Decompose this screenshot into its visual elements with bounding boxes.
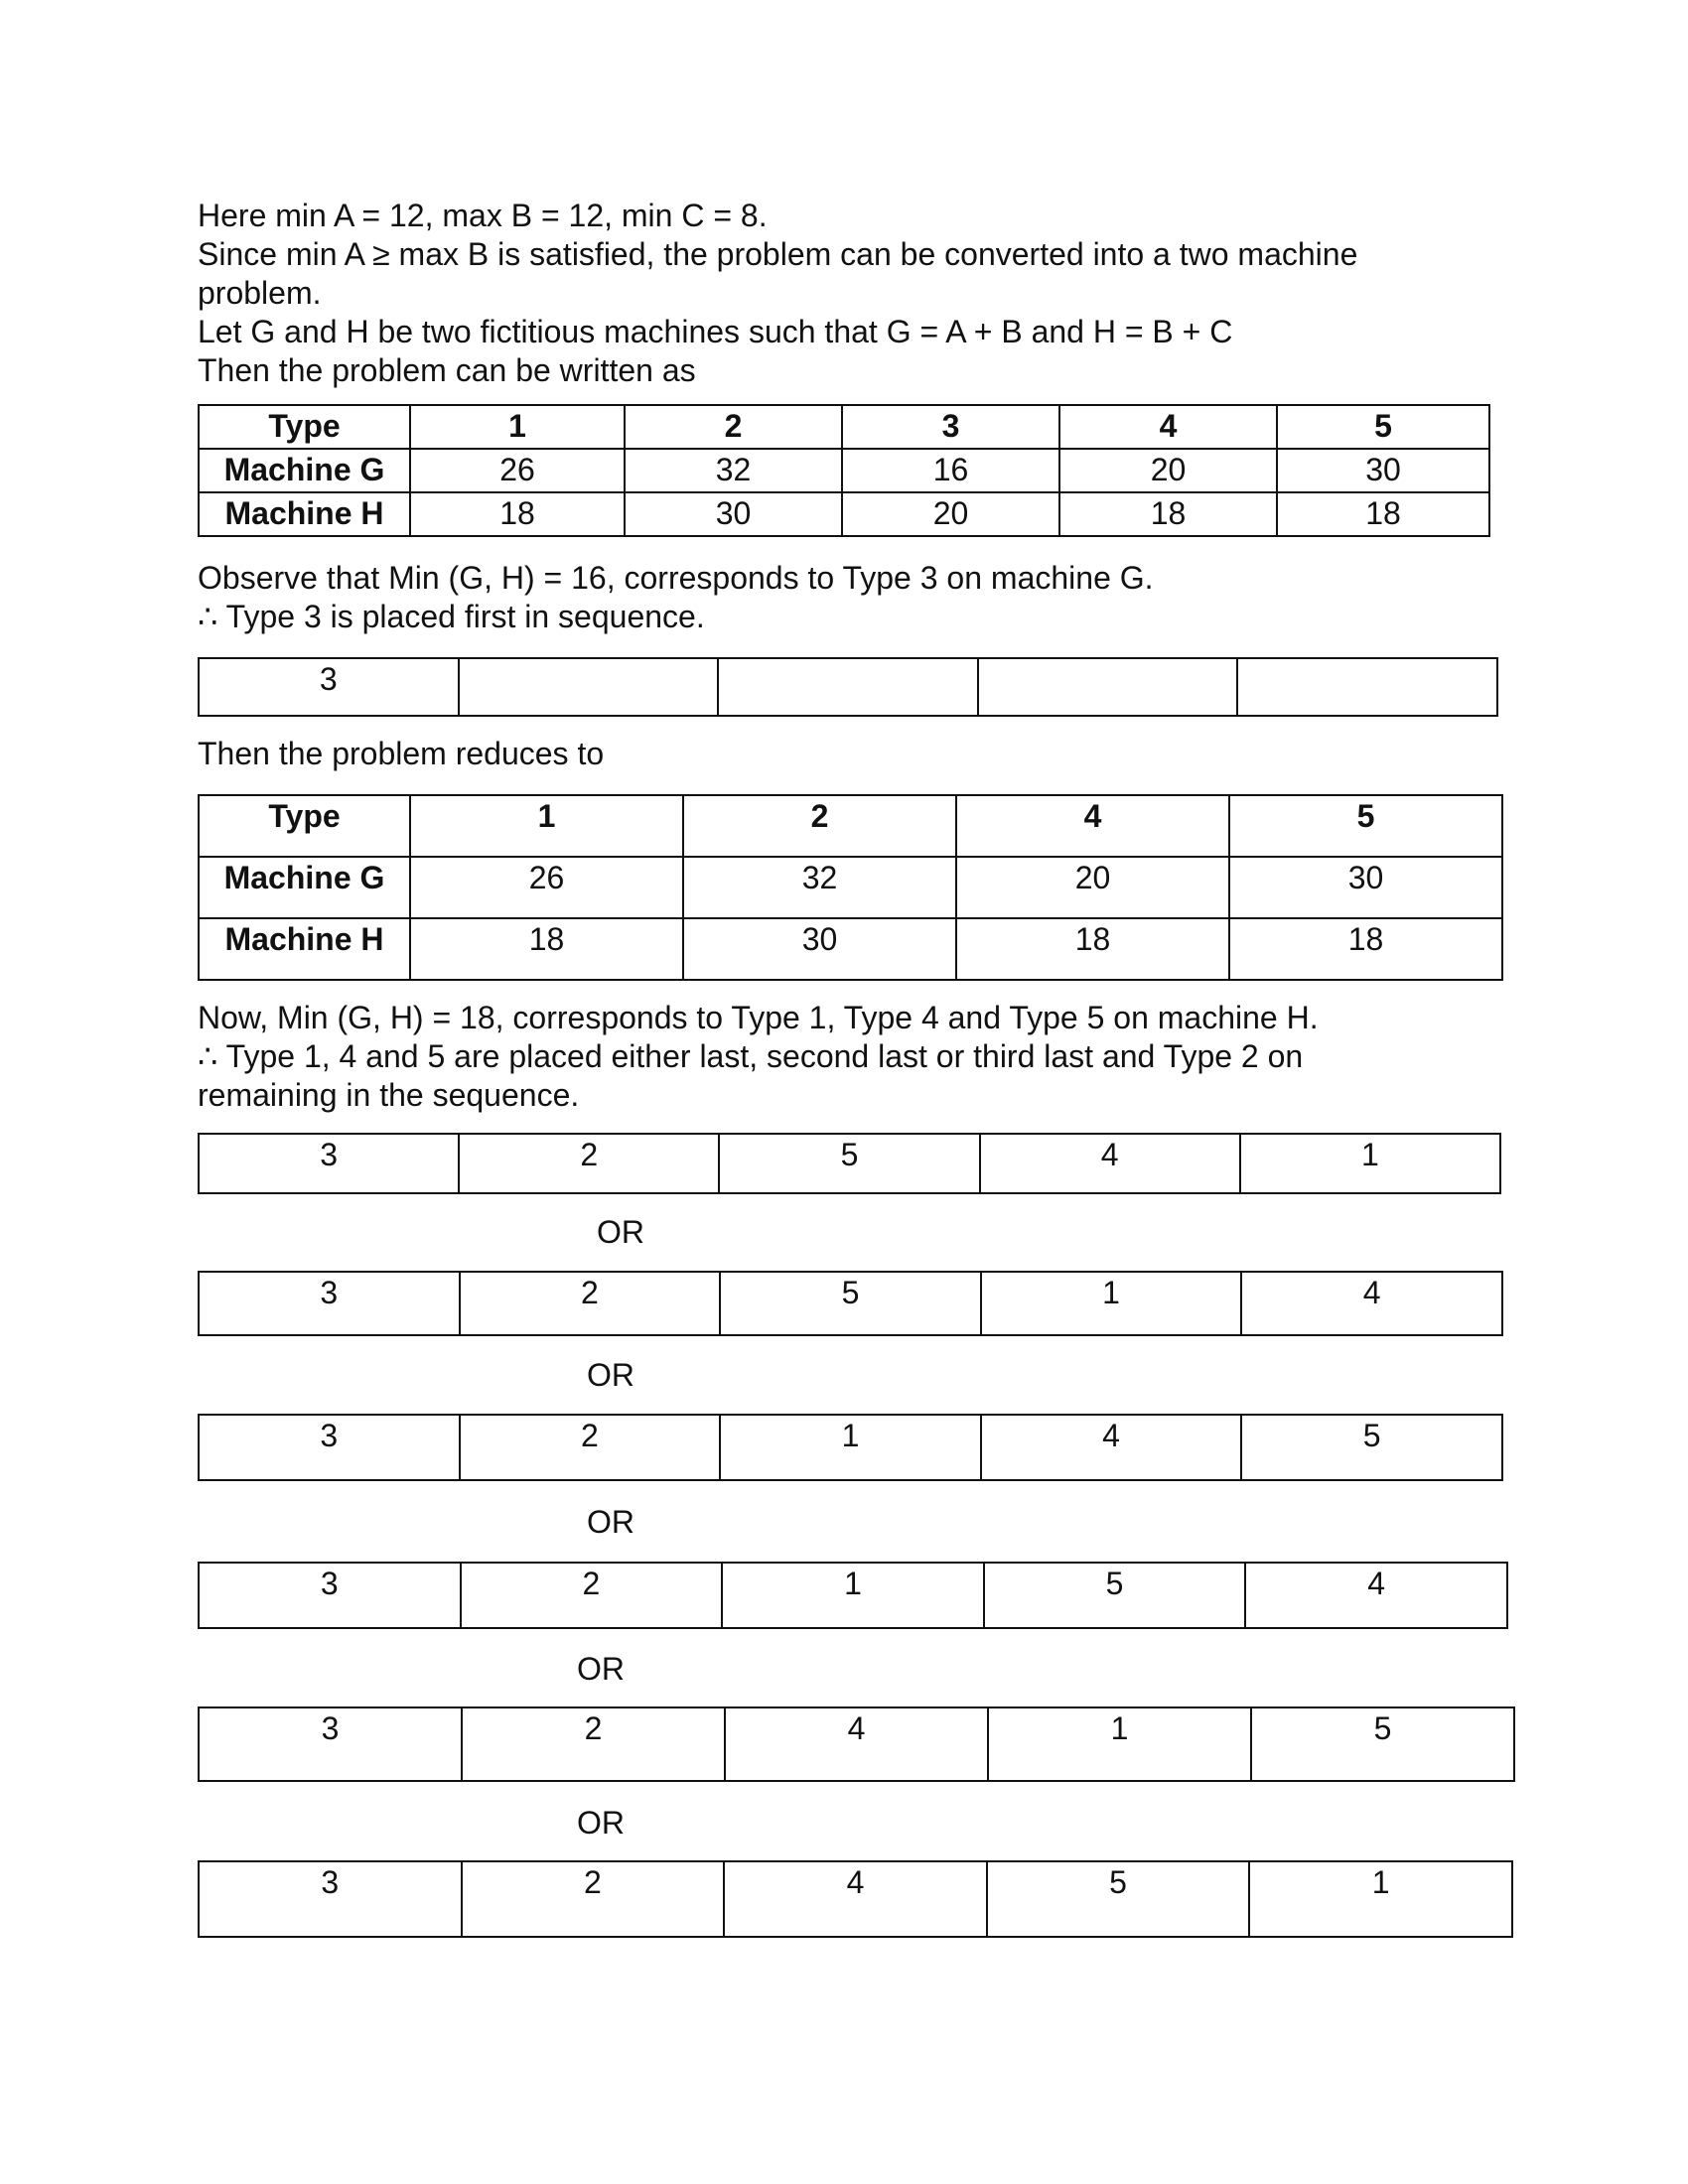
sequence-row — [199, 1415, 1502, 1480]
row-label-cell: Machine G — [199, 449, 410, 492]
table-cell: 20 — [956, 857, 1229, 918]
header-cell: 2 — [625, 405, 842, 449]
table-cell: 32 — [683, 857, 956, 918]
sequence-cell: 3 — [199, 1707, 462, 1781]
table-cell: 26 — [410, 449, 625, 492]
observe-line: ∴ Type 3 is placed first in sequence. — [198, 599, 705, 634]
sequence-row — [199, 1272, 1502, 1335]
or-label: OR — [587, 1357, 634, 1393]
table-cell: 30 — [1277, 449, 1489, 492]
table-cell: 18 — [1229, 918, 1502, 980]
or-label: OR — [587, 1504, 634, 1540]
table-row — [199, 492, 1489, 536]
header-cell: 4 — [956, 795, 1229, 857]
observe-paragraph — [198, 559, 1154, 636]
sequence-cell: 5 — [1241, 1415, 1502, 1480]
or-label: OR — [577, 1651, 625, 1687]
header-cell: 3 — [842, 405, 1059, 449]
table-row — [199, 449, 1489, 492]
table-row — [199, 918, 1502, 980]
sequence-option — [198, 1860, 1513, 1938]
sequence-row — [199, 1707, 1514, 1781]
table-machines-full — [198, 404, 1490, 537]
sequence-cell: 2 — [462, 1861, 725, 1937]
sequence-partial — [198, 657, 1498, 717]
table-machines-reduced — [198, 794, 1503, 981]
sequence-cell: 2 — [461, 1563, 723, 1628]
sequence-cell: 5 — [720, 1272, 981, 1335]
sequence-cell: 1 — [988, 1707, 1251, 1781]
sequence-cell: 4 — [724, 1861, 987, 1937]
intro-line: Since min A ≥ max B is satisfied, the problem can be converted into a two machine — [198, 236, 1358, 272]
sequence-cell: 2 — [459, 1134, 719, 1193]
now-line: ∴ Type 1, 4 and 5 are placed either last, second last or third last and Type 2 on — [198, 1038, 1304, 1074]
table-cell: 20 — [1059, 449, 1277, 492]
or-label: OR — [597, 1214, 644, 1250]
sequence-cell: 4 — [980, 1134, 1240, 1193]
table-cell: 18 — [410, 918, 683, 980]
table-cell: 16 — [842, 449, 1059, 492]
header-cell: 5 — [1229, 795, 1502, 857]
table-cell: 18 — [410, 492, 625, 536]
table-cell: 26 — [410, 857, 683, 918]
intro-line: Let G and H be two fictitious machines such that G = A + B and H = B + C — [198, 314, 1233, 349]
header-cell: 1 — [410, 405, 625, 449]
sequence-option — [198, 1414, 1503, 1481]
intro-line: problem. — [198, 275, 322, 311]
sequence-cell — [1237, 658, 1497, 716]
sequence-cell: 1 — [720, 1415, 981, 1480]
sequence-option — [198, 1562, 1508, 1629]
intro-paragraph — [198, 197, 1357, 390]
sequence-cell: 3 — [199, 1563, 461, 1628]
sequence-cell: 5 — [987, 1861, 1250, 1937]
now-line: Now, Min (G, H) = 18, corresponds to Type 1, Type 4 and Type 5 on machine H. — [198, 1000, 1319, 1035]
sequence-cell: 5 — [1251, 1707, 1514, 1781]
now-paragraph — [198, 999, 1319, 1115]
sequence-cell: 3 — [199, 658, 459, 716]
now-line: remaining in the sequence. — [198, 1077, 580, 1113]
table-row — [199, 857, 1502, 918]
table-row — [199, 795, 1502, 857]
sequence-cell: 3 — [199, 1415, 460, 1480]
sequence-cell: 3 — [199, 1134, 459, 1193]
table-cell: 30 — [1229, 857, 1502, 918]
sequence-row — [199, 1861, 1512, 1937]
sequence-cell: 4 — [1241, 1272, 1502, 1335]
or-label: OR — [577, 1805, 625, 1841]
header-cell: Type — [199, 795, 410, 857]
table-cell: 18 — [956, 918, 1229, 980]
table-row — [199, 405, 1489, 449]
sequence-cell: 4 — [725, 1707, 988, 1781]
sequence-option — [198, 1271, 1503, 1336]
table-cell: 30 — [625, 492, 842, 536]
intro-line: Here min A = 12, max B = 12, min C = 8. — [198, 198, 768, 233]
sequence-cell: 4 — [981, 1415, 1242, 1480]
sequence-cell: 4 — [1245, 1563, 1507, 1628]
sequence-cell — [978, 658, 1238, 716]
table-cell: 30 — [683, 918, 956, 980]
observe-line: Observe that Min (G, H) = 16, corresponds to Type 3 on machine G. — [198, 560, 1154, 596]
sequence-cell: 3 — [199, 1861, 462, 1937]
sequence-cell: 3 — [199, 1272, 460, 1335]
header-cell: 2 — [683, 795, 956, 857]
intro-line: Then the problem can be written as — [198, 352, 696, 388]
table-cell: 20 — [842, 492, 1059, 536]
header-cell: Type — [199, 405, 410, 449]
sequence-cell — [718, 658, 978, 716]
sequence-option — [198, 1706, 1515, 1782]
sequence-cell: 2 — [462, 1707, 725, 1781]
sequence-cell: 1 — [981, 1272, 1242, 1335]
header-cell: 5 — [1277, 405, 1489, 449]
table-cell: 32 — [625, 449, 842, 492]
sequence-cell — [459, 658, 719, 716]
reduces-text: Then the problem reduces to — [198, 736, 605, 771]
header-cell: 1 — [410, 795, 683, 857]
sequence-cell: 5 — [719, 1134, 979, 1193]
sequence-row — [199, 658, 1497, 716]
table-cell: 18 — [1059, 492, 1277, 536]
row-label-cell: Machine H — [199, 918, 410, 980]
sequence-cell: 1 — [722, 1563, 984, 1628]
sequence-option — [198, 1133, 1501, 1194]
sequence-cell: 1 — [1240, 1134, 1500, 1193]
row-label-cell: Machine G — [199, 857, 410, 918]
sequence-cell: 2 — [460, 1415, 721, 1480]
sequence-cell: 2 — [460, 1272, 721, 1335]
header-cell: 4 — [1059, 405, 1277, 449]
sequence-cell: 1 — [1249, 1861, 1512, 1937]
sequence-row — [199, 1563, 1507, 1628]
row-label-cell: Machine H — [199, 492, 410, 536]
sequence-cell: 5 — [984, 1563, 1246, 1628]
table-cell: 18 — [1277, 492, 1489, 536]
sequence-row — [199, 1134, 1500, 1193]
